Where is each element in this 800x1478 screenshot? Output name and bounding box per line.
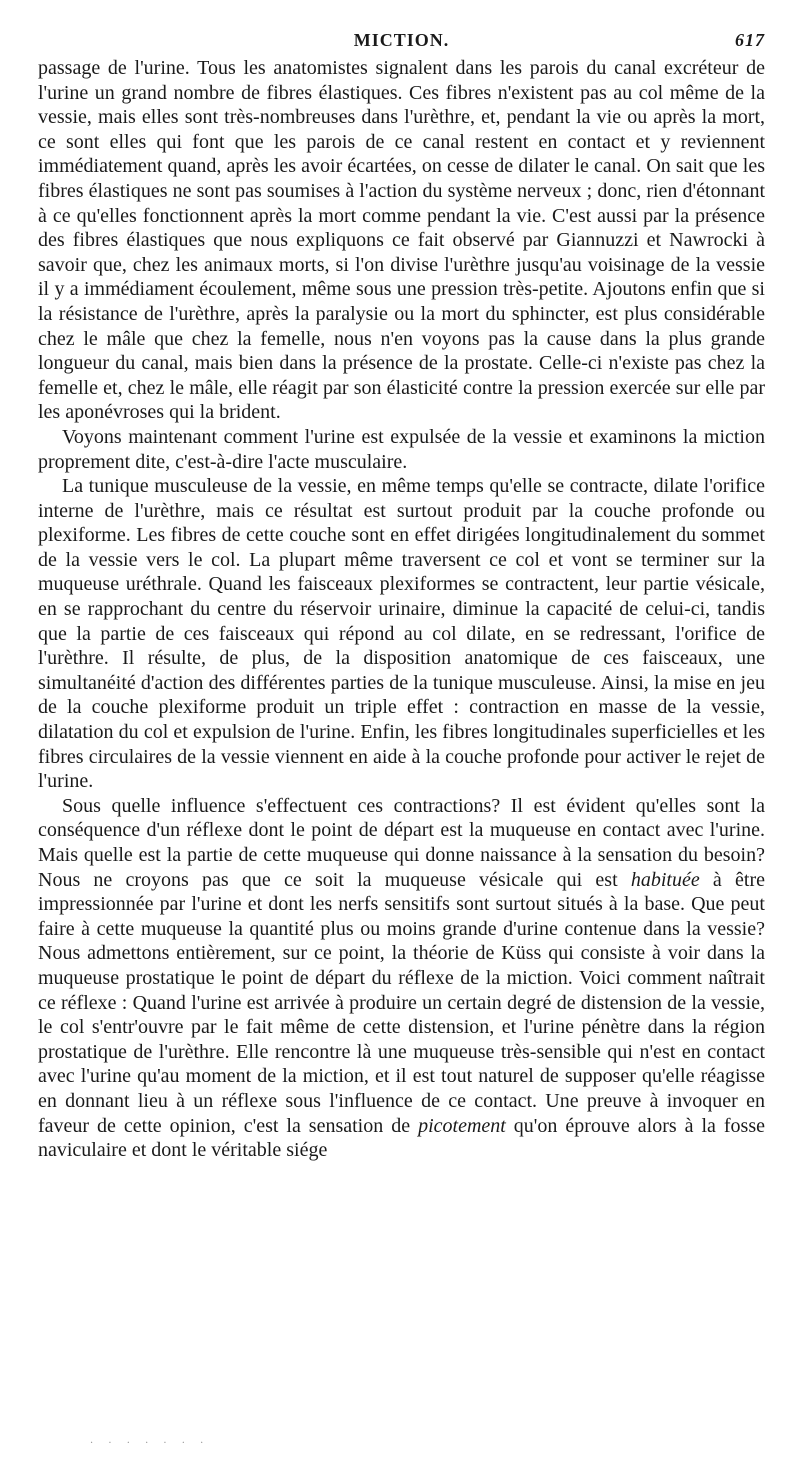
scan-artifact-dots: · · · · · · · bbox=[90, 1438, 210, 1449]
text-run: Voyons maintenant comment l'urine est expulsée de la vessie et examinons la miction proprement dite, c'est-à-dire l'acte musculaire. bbox=[38, 425, 765, 473]
paragraph bbox=[38, 56, 765, 425]
text-run: à être impressionnée par l'urine et dont les nerfs sensitifs sont surtout situés à la base. Que peut faire à cette muqueuse la quantité plus ou moins grande d'urine contenue dans la vessie? Nous admettons entièrement, sur ce point, la théorie de Küss qui consiste à voir dans la muqueuse prostatique le point de départ du réflexe de la miction. Voici comment naîtrait ce réflexe : Quand l'urine est arrivée à produire un certain degré de distension de la vessie, le col s'entr'ouvre par le fait même de cette distension, et l'urine pénètre dans la région prostatique de l'urèthre. Elle rencontre là une muqueuse très-sensible qui n'est en contact avec l'urine qu'au moment de la miction, et il est tout naturel de supposer qu'elle réagisse en donnant lieu à un réflexe sous l'influence de ce contact. Une preuve à invoquer en faveur de cette opinion, c'est la sensation de bbox=[38, 868, 765, 1137]
running-title: MICTION. bbox=[353, 30, 450, 50]
book-page bbox=[38, 22, 765, 1163]
paragraph bbox=[38, 794, 765, 1163]
page-number: 617 bbox=[735, 30, 765, 50]
text-run: Sous quelle influence s'effectuent ces contractions? Il est évident qu'elles sont la conséquence d'un réflexe dont le point de départ est la muqueuse en contact avec l'urine. Mais quelle est la partie de cette muqueuse qui donne naissance à la sensation du besoin? Nous ne croyons pas que ce soit la muqueuse vésicale qui est bbox=[38, 794, 765, 891]
italic-term-habituee: habituée bbox=[630, 868, 700, 891]
paragraph bbox=[38, 425, 765, 474]
text-run: La tunique musculeuse de la vessie, en même temps qu'elle se contracte, dilate l'orifice interne de l'urèthre, mais ce résultat est surtout produit par la couche profonde ou plexiforme. Les fibres de cette couche sont en effet dirigées longitudinalement du sommet de la vessie vers le col. La plupart même traversent ce col et vont se terminer sur la muqueuse uréthrale. Quand les faisceaux plexiformes se contractent, leur partie vésicale, en se rapprochant du centre du réservoir urinaire, diminue la capacité de celui-ci, tandis que la partie de ces faisceaux qui répond au col dilate, en se redressant, l'orifice de l'urèthre. Il résulte, de plus, de la disposition anatomique de ces faisceaux, une simultanéité d'action des différentes parties de la tunique musculeuse. Ainsi, la mise en jeu de la couche plexiforme produit un triple effet : contraction en masse de la vessie, dilatation du col et expulsion de l'urine. Enfin, les fibres longitudinales superficielles et les fibres circulaires de la vessie viennent en aide à la couche profonde pour activer le rejet de l'urine. bbox=[38, 475, 765, 793]
italic-term-picotement: picotement bbox=[418, 1114, 506, 1137]
body-text bbox=[38, 56, 765, 1163]
text-run: qu'on éprouve alors à la fosse naviculaire et dont le véritable siége bbox=[38, 1114, 766, 1162]
text-run: passage de l'urine. Tous les anatomistes signalent dans les parois du canal excréteur de l'urine un grand nombre de fibres élastiques. Ces fibres n'existent pas au col même de la vessie, mais elles sont très-nombreuses dans l'urèthre, et, pendant la vie ou après la mort, ce sont elles qui font que les parois de ce canal restent en contact et y reviennent immédiatement quand, après les avoir écartées, on cesse de dilater le canal. On sait que les fibres élastiques ne sont pas soumises à l'action du système nerveux ; donc, rien d'étonnant à ce qu'elles fonctionnent après la mort comme pendant la vie. C'est aussi par la présence des fibres élastiques que nous expliquons ce fait observé par Giannuzzi et Nawrocki à savoir que, chez les animaux morts, si l'on divise l'urèthre jusqu'au voisinage de la vessie il y a immédiament écoulement, même sous une pression très-petite. Ajoutons enfin que si la résistance de l'urèthre, après la paralysie ou la mort du sphincter, est plus considérable chez le mâle que chez la femelle, nous n'en voyons pas la cause dans la plus grande longueur du canal, mais bien dans la présence de la prostate. Celle-ci n'existe pas chez la femelle et, chez le mâle, elle réagit par son élasticité contre la pression exercée sur elle par les aponévroses qui la brident. bbox=[38, 57, 765, 424]
running-head bbox=[38, 22, 765, 56]
paragraph bbox=[38, 474, 765, 794]
